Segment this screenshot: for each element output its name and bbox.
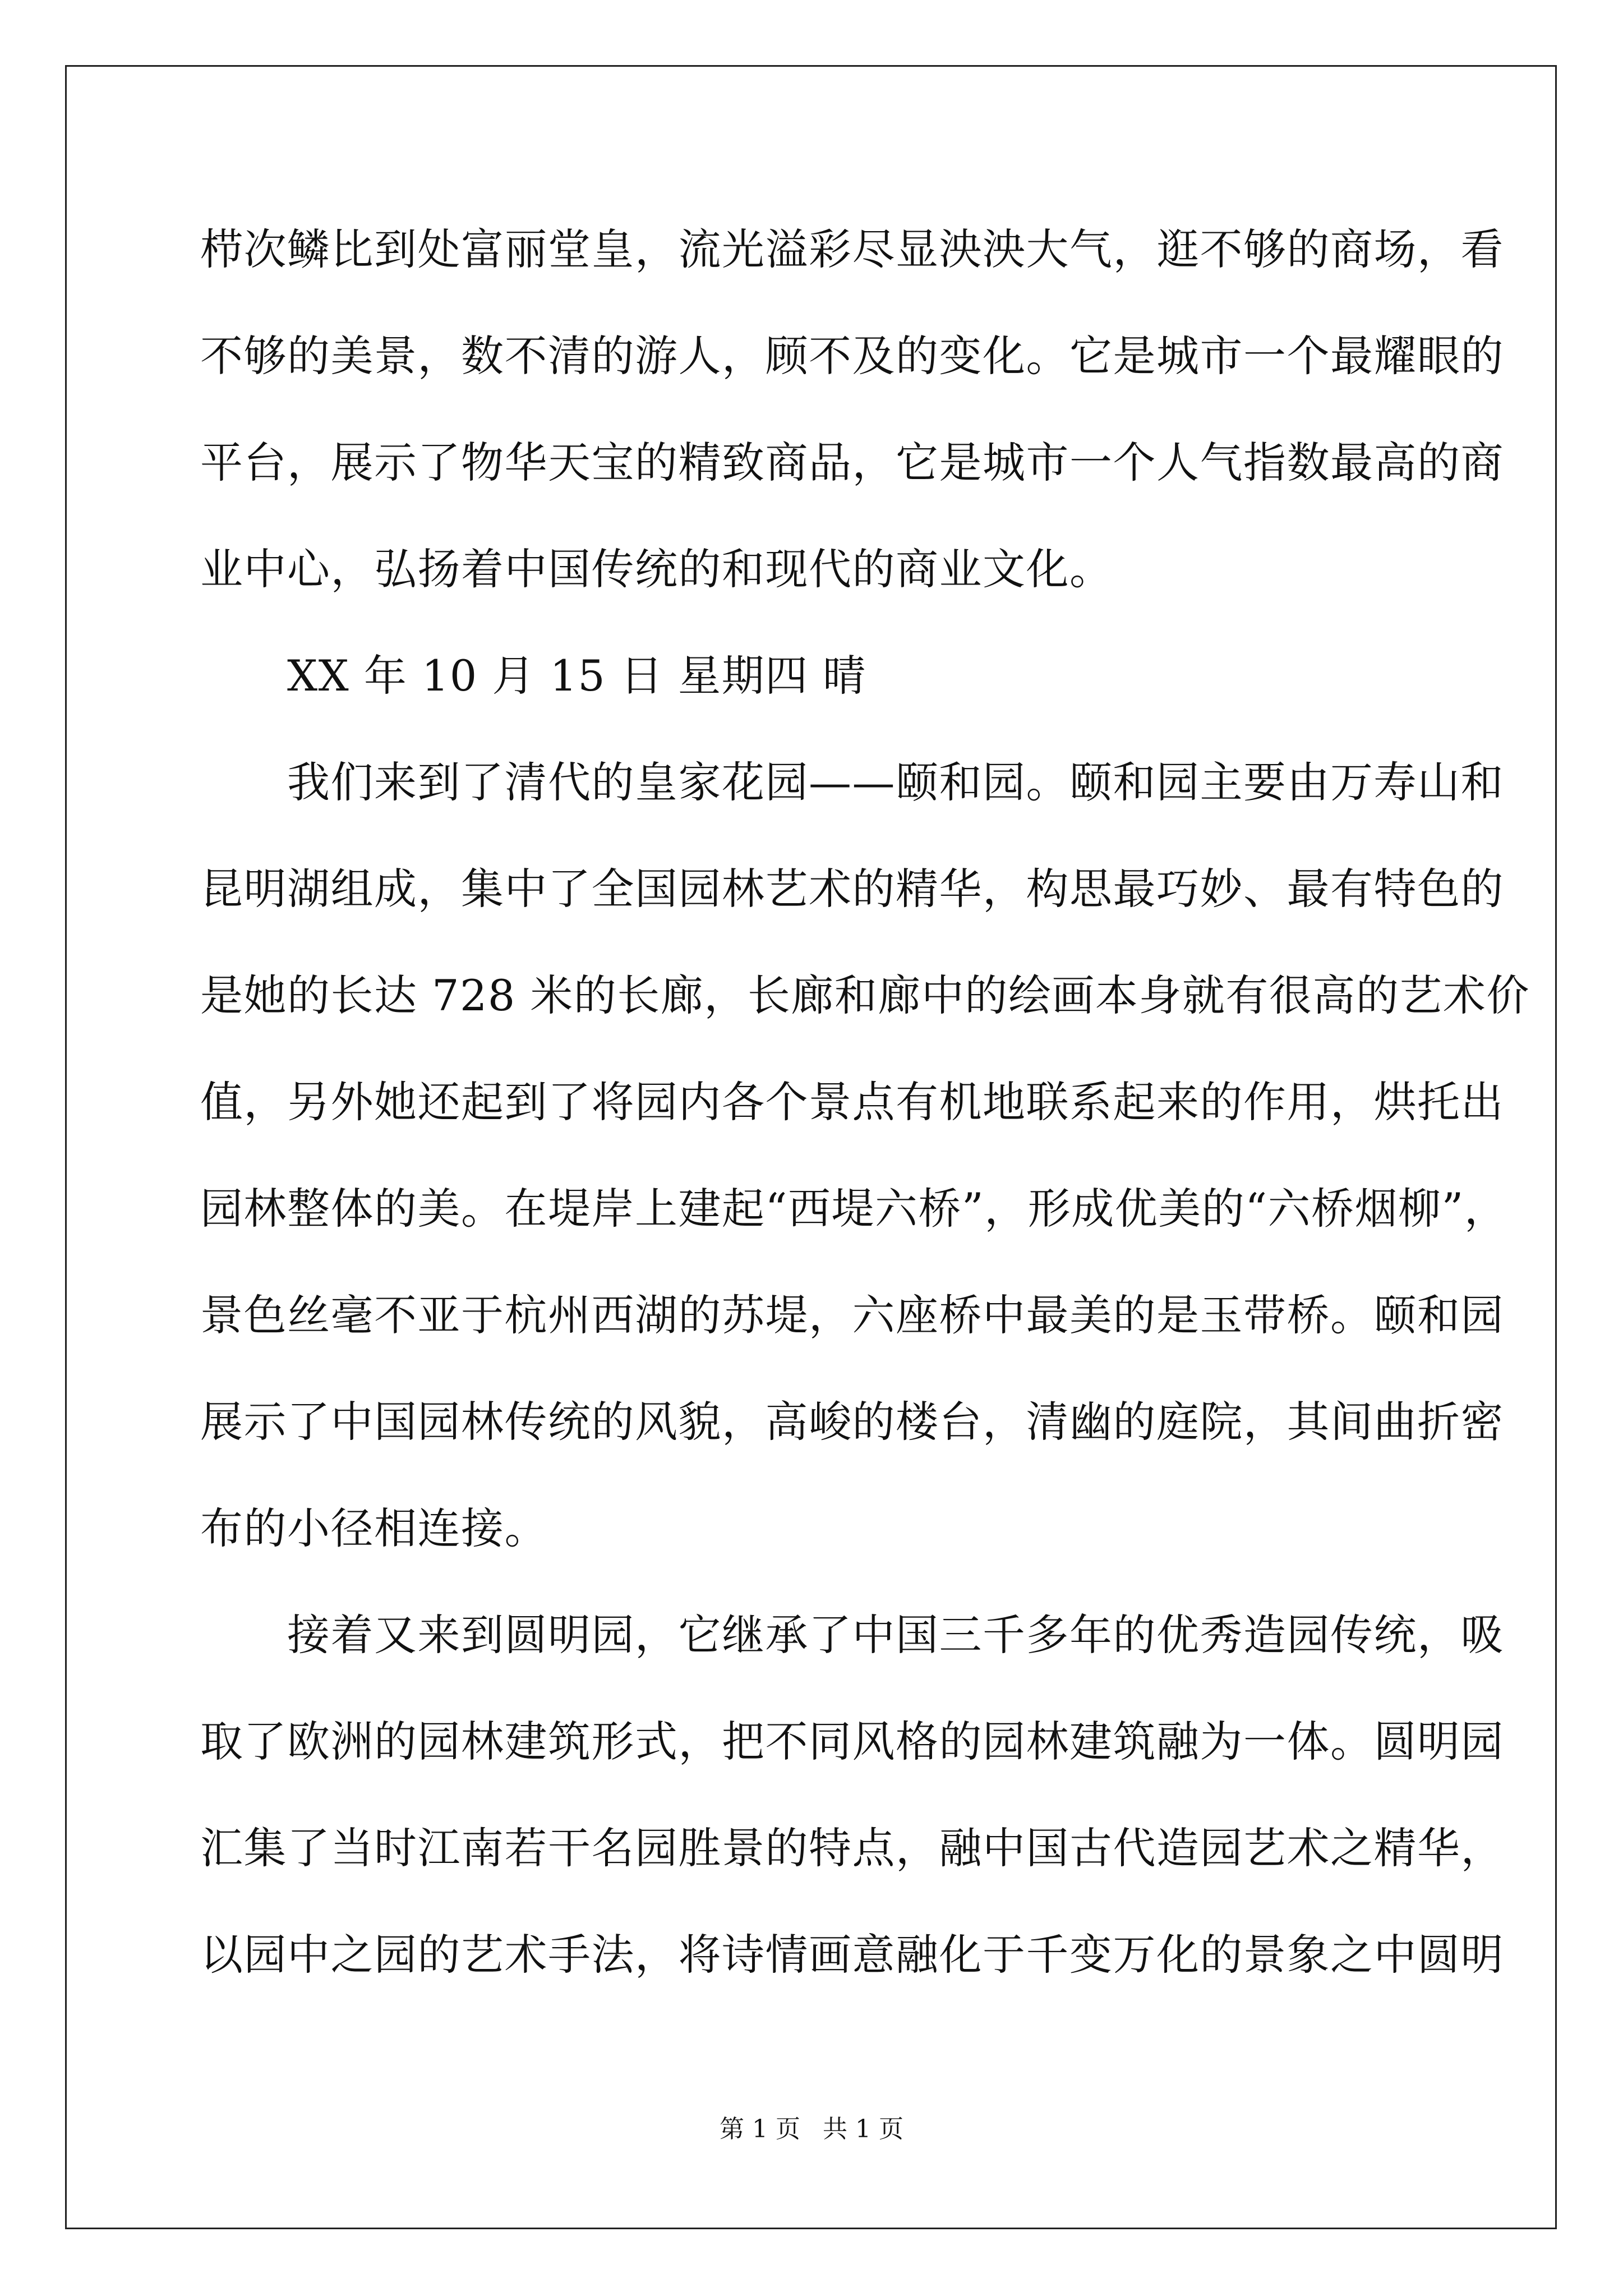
text-line: 布的小径相连接。 xyxy=(200,1503,548,1553)
text-line: 不够的美景，数不清的游人，顾不及的变化。它是城市一个最耀眼的 xyxy=(200,331,1504,381)
text-line: 是她的长达 728 米的长廊，长廊和廊中的绘画本身就有很高的艺术价 xyxy=(200,970,1530,1020)
text-line: 园林整体的美。在堤岸上建起“西堤六桥”，形成优美的“六桥烟柳”， xyxy=(200,1184,1508,1234)
page-footer xyxy=(0,2113,1623,2146)
text-line: 值，另外她还起到了将园内各个景点有机地联系起来的作用，烘托出 xyxy=(200,1077,1504,1127)
text-line: 景色丝毫不亚于杭州西湖的苏堤，六座桥中最美的是玉带桥。颐和园 xyxy=(200,1290,1504,1340)
document-body xyxy=(200,216,1530,2028)
text-line: 平台，展示了物华天宝的精致商品，它是城市一个人气指数最高的商 xyxy=(200,438,1504,487)
text-line: 栉次鳞比到处富丽堂皇，流光溢彩尽显泱泱大气，逛不够的商场，看 xyxy=(200,224,1504,274)
text-line: 汇集了当时江南若干名园胜景的特点，融中国古代造园艺术之精华， xyxy=(200,1823,1504,1873)
text-line: 昆明湖组成，集中了全国园林艺术的精华，构思最巧妙、最有特色的 xyxy=(200,864,1504,914)
text-line: 取了欧洲的园林建筑形式，把不同风格的园林建筑融为一体。圆明园 xyxy=(200,1717,1504,1766)
page-number: 第 1 页 xyxy=(720,2115,800,2143)
text-line: 展示了中国园林传统的风貌，高峻的楼台，清幽的庭院，其间曲折密 xyxy=(200,1397,1504,1447)
text-line: 我们来到了清代的皇家花园——颐和园。颐和园主要由万寿山和 xyxy=(200,757,1504,807)
text-line: 以园中之园的艺术手法，将诗情画意融化于千变万化的景象之中圆明 xyxy=(200,1930,1504,1980)
date-heading: XX 年 10 月 15 日 星期四 晴 xyxy=(200,651,866,701)
page-count: 共 1 页 xyxy=(823,2115,903,2143)
text-line: 接着又来到圆明园，它继承了中国三千多年的优秀造园传统，吸 xyxy=(200,1610,1504,1660)
text-line: 业中心，弘扬着中国传统的和现代的商业文化。 xyxy=(200,544,1113,594)
